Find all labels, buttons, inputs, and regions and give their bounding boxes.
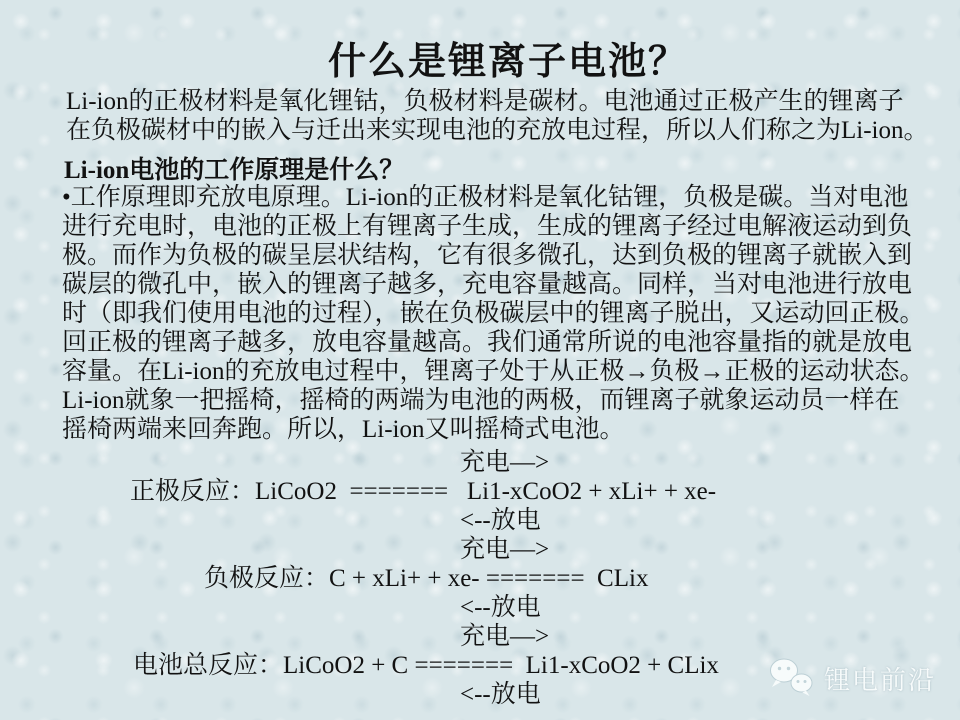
principle-paragraph-line: 极。而作为负极的碳呈层状结构，它有很多微孔，达到负极的锂离子就嵌入到 bbox=[62, 242, 913, 269]
charge-direction-label: 充电—> bbox=[460, 623, 550, 650]
principle-paragraph-line: 碳层的微孔中，嵌入的锂离子越多，充电容量越高。同样，当对电池进行放电 bbox=[62, 271, 913, 298]
charge-direction-label: 充电—> bbox=[460, 449, 550, 476]
principle-paragraph-line: 回正极的锂离子越多，放电容量越高。我们通常所说的电池容量指的就是放电 bbox=[62, 329, 913, 356]
principle-paragraph-line: Li-ion就象一把摇椅，摇椅的两端为电池的两极，而锂离子就象运动员一样在 bbox=[62, 387, 900, 414]
principle-paragraph-line: 摇椅两端来回奔跑。所以，Li-ion又叫摇椅式电池。 bbox=[62, 416, 625, 443]
intro-line: Li-ion的正极材料是氧化锂钴，负极材料是碳材。电池通过正极产生的锂离子 bbox=[66, 88, 904, 115]
watermark-label: 锂电前沿 bbox=[823, 666, 936, 695]
principle-paragraph-line: 时（即我们使用电池的过程），嵌在负极碳层中的锂离子脱出，又运动回正极。 bbox=[62, 300, 925, 327]
anode-reaction-equation: 负极反应：C + xLi+ + xe- ======= CLix bbox=[204, 565, 649, 592]
principle-paragraph-line: 容量。在Li-ion的充放电过程中，锂离子处于从正极→负极→正极的运动状态。 bbox=[62, 358, 925, 385]
wechat-chat-bubbles-icon bbox=[765, 655, 817, 702]
principle-paragraph-line: 进行充电时，电池的正极上有锂离子生成，生成的锂离子经过电解液运动到负 bbox=[62, 213, 913, 240]
slide-title: 什么是锂离子电池？ bbox=[327, 41, 688, 83]
watermark bbox=[765, 655, 936, 702]
overall-reaction-equation: 电池总反应：LiCoO2 + C ======= Li1-xCoO2 + CLix bbox=[133, 652, 719, 679]
principle-paragraph-line: •工作原理即充放电原理。Li-ion的正极材料是氧化钴锂，负极是碳。当对电池 bbox=[62, 184, 909, 211]
discharge-direction-label: <--放电 bbox=[460, 594, 541, 621]
principle-heading: Li-ion电池的工作原理是什么？ bbox=[64, 157, 405, 184]
principle-paragraph bbox=[62, 183, 925, 444]
intro-line: 在负极碳材中的嵌入与迁出来实现电池的充放电过程，所以人们称之为Li-ion。 bbox=[66, 116, 929, 144]
discharge-direction-label: <--放电 bbox=[460, 507, 541, 534]
charge-direction-label: 充电—> bbox=[460, 536, 550, 563]
intro-text bbox=[66, 88, 929, 145]
discharge-direction-label: <--放电 bbox=[460, 681, 541, 708]
cathode-reaction-equation: 正极反应：LiCoO2 ======= Li1-xCoO2 + xLi+ + xe- bbox=[130, 478, 717, 505]
